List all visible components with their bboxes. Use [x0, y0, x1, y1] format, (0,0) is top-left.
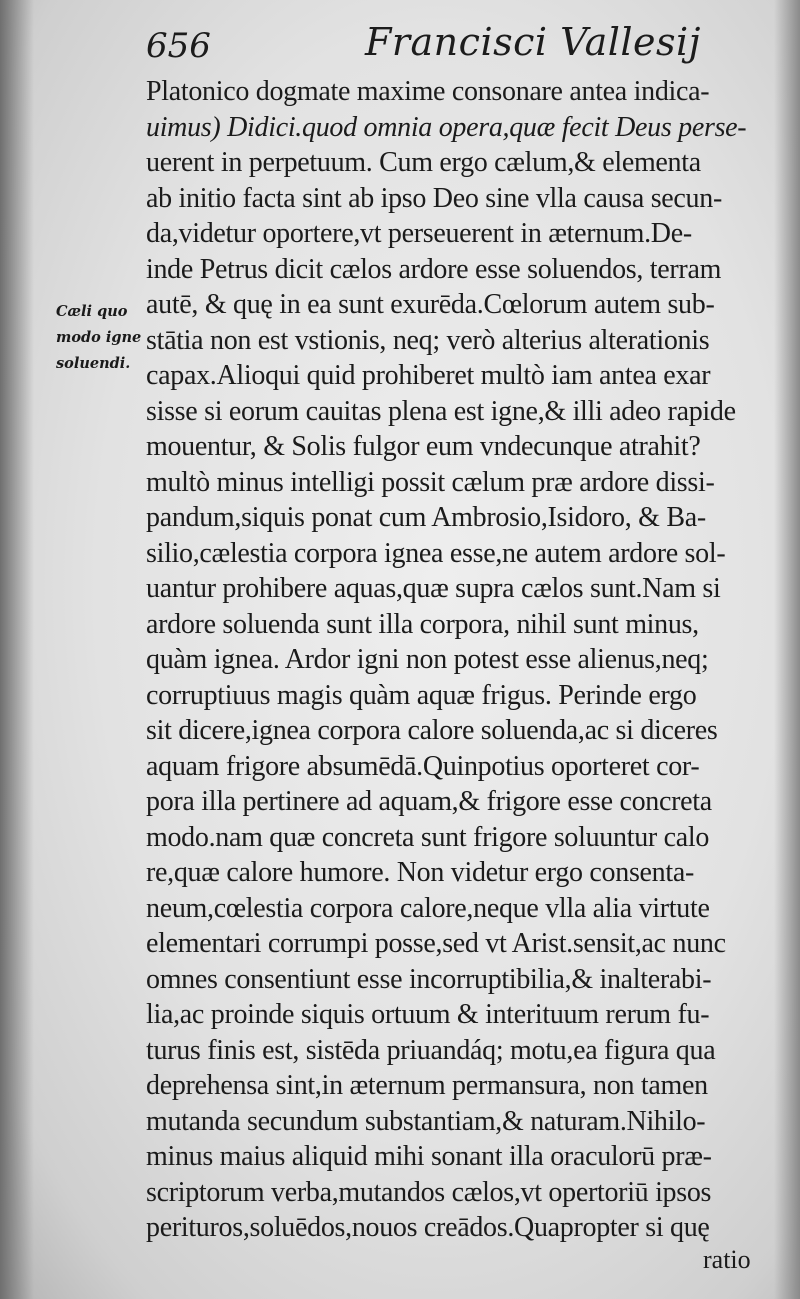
text-line: re,quæ calore humore. Non videtur ergo consenta- [146, 857, 695, 888]
text-line: ardore soluenda sunt illa corpora, nihil sunt minus, [146, 608, 699, 640]
page-number: 656 [146, 26, 211, 66]
text-line: mouentur, & Solis fulgor eum vndecunque atrahit? [146, 431, 701, 462]
text-line: pora illa pertinere ad aquam,& frigore esse concreta [146, 786, 712, 817]
page-gutter-shadow [0, 0, 34, 1299]
text-line: neum,cœlestia corpora calore,neque vlla alia virtute [146, 892, 710, 924]
text-line: lia,ac proinde siquis ortuum & interituum rerum fu- [146, 999, 710, 1030]
text-line: autē, & quę in ea sunt exurēda.Cœlorum autem sub- [146, 289, 715, 320]
text-line: scriptorum verba,mutandos cælos,vt opertoriū ipsos [146, 1176, 712, 1208]
text-line: sisse si eorum cauitas plena est igne,& illi adeo rapide [146, 395, 736, 427]
catchword: ratio [703, 1245, 751, 1274]
text-line: pandum,siquis ponat cum Ambrosio,Isidoro, & Ba- [146, 502, 706, 533]
page-header [0, 12, 800, 76]
text-line: capax.Alioqui quid prohiberet multò iam antea exar [146, 360, 711, 391]
text-line: modo.nam quæ concreta sunt frigore soluuntur calo [146, 821, 710, 853]
text-line: ab initio facta sint ab ipso Deo sine vlla causa secun- [146, 182, 722, 214]
text-line: Platonico dogmate maxime consonare antea indica- [146, 76, 710, 107]
marginal-note-line: soluendi. [56, 355, 131, 372]
text-line: omnes consentiunt esse incorruptibilia,& inalterabi- [146, 963, 712, 995]
marginal-note [56, 299, 150, 377]
running-head: Francisci Vallesij [365, 20, 701, 64]
text-line: turus finis est, sistēda priuandáq; motu,ea figura qua [146, 1034, 716, 1066]
marginal-note-line: modo igne [56, 329, 142, 346]
marginal-note-line: Cæli quo [56, 303, 128, 320]
text-line: elementari corrumpi posse,sed vt Arist.sensit,ac nunc [146, 928, 726, 959]
text-line: silio,cælestia corpora ignea esse,ne autem ardore sol- [146, 537, 726, 569]
page-edge-shadow [774, 0, 800, 1299]
text-line: stātia non est vstionis, neq; verò alterius alterationis [146, 324, 710, 356]
text-line: aquam frigore absumēdā.Quinpotius oporteret cor- [146, 750, 700, 782]
text-line: mutanda secundum substantiam,& naturam.Nihilo- [146, 1105, 706, 1137]
text-line: multò minus intelligi possit cælum præ ardore dissi- [146, 466, 715, 498]
body-text [146, 74, 776, 1246]
text-line: quàm ignea. Ardor igni non potest esse alienus,neq; [146, 644, 709, 675]
text-line: corruptiuus magis quàm aquæ frigus. Perinde ergo [146, 679, 697, 711]
text-line: minus maius aliquid mihi sonant illa oraculorū præ- [146, 1141, 712, 1172]
text-line: da,videtur oportere,vt perseuerent in æternum.De- [146, 218, 692, 249]
text-line: deprehensa sint,in æternum permansura, non tamen [146, 1070, 708, 1101]
text-line: uantur prohibere aquas,quæ supra cælos sunt.Nam si [146, 573, 721, 604]
text-line: uimus) Didici.quod omnia opera,quæ fecit Deus perse- [146, 111, 747, 143]
text-line: inde Petrus dicit cælos ardore esse soluendos, terram [146, 253, 722, 285]
text-line: sit dicere,ignea corpora calore soluenda,ac si diceres [146, 715, 718, 746]
text-line: perituros,soluēdos,nouos creādos.Quapropter si quę [146, 1212, 710, 1243]
text-line: uerent in perpetuum. Cum ergo cælum,& elementa [146, 147, 701, 178]
